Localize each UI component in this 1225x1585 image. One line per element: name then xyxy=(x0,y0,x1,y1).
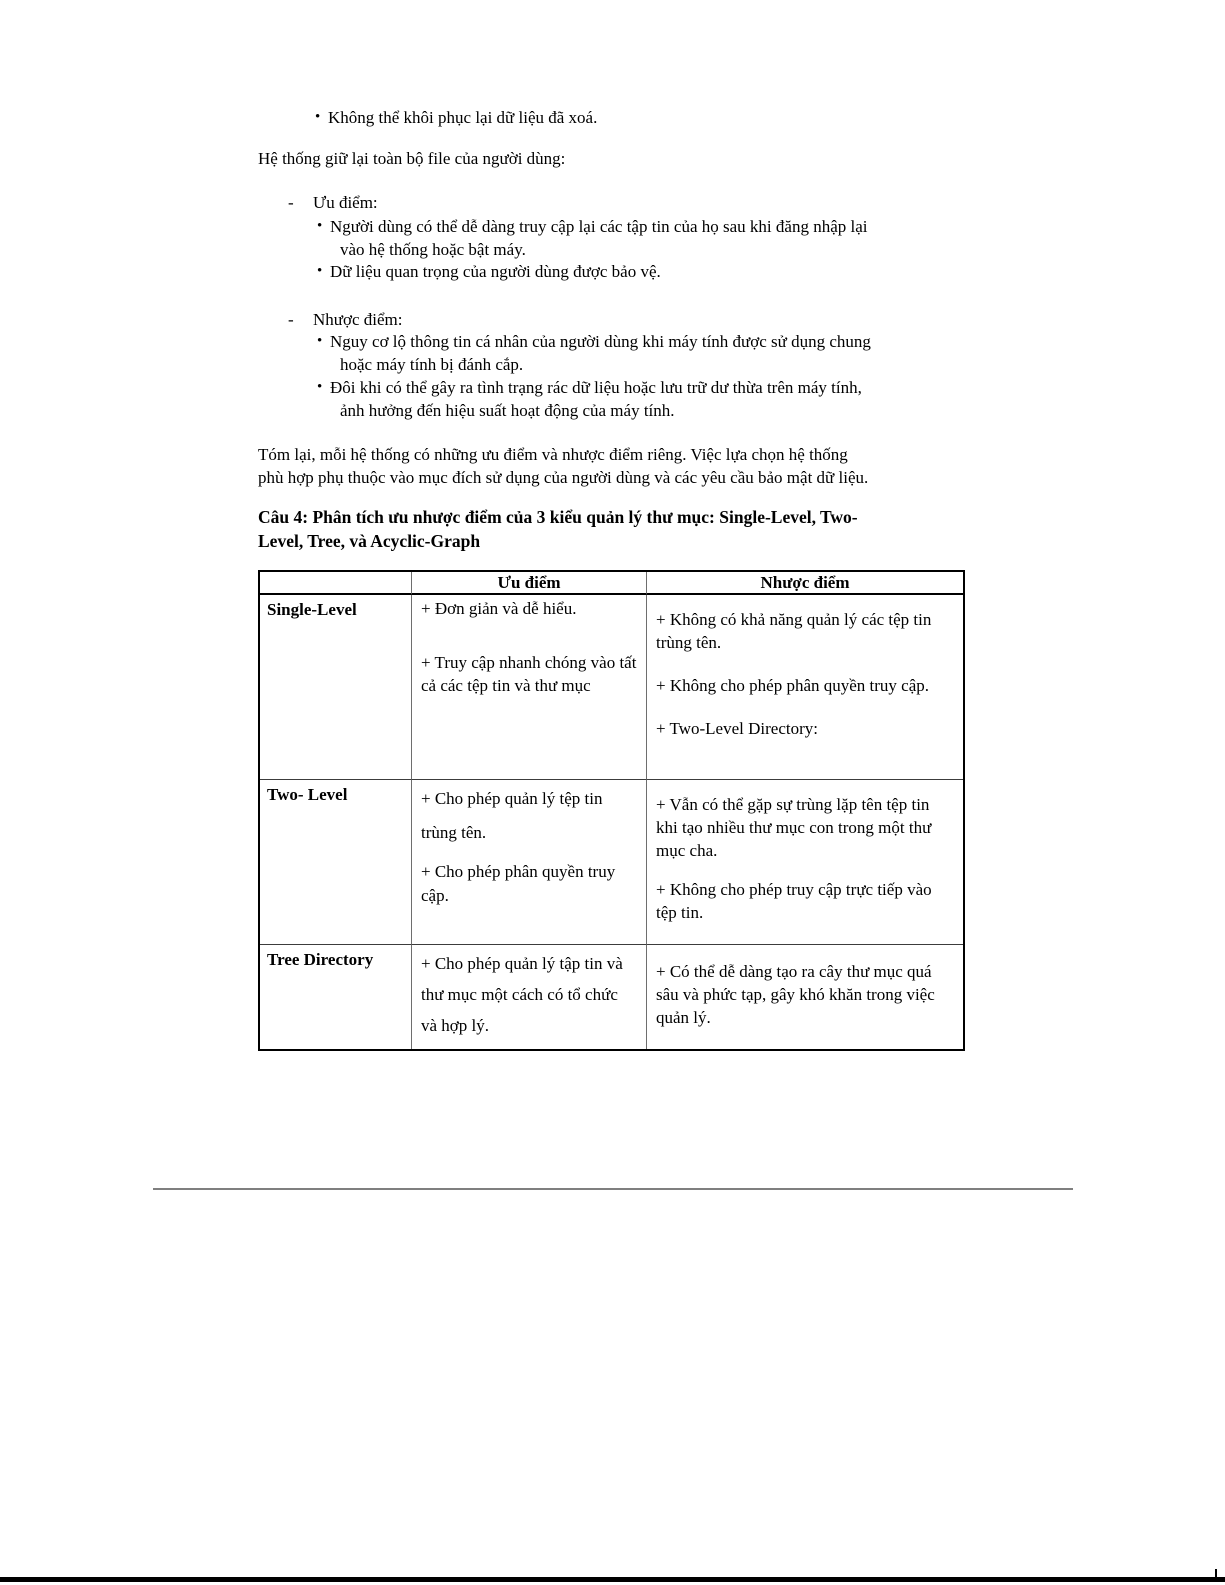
table-cell-tree-pros xyxy=(412,945,647,1049)
heading-line: Câu 4: Phân tích ưu nhược điểm của 3 kiểu quản lý thư mục: Single-Level, Two- xyxy=(258,507,858,527)
bullet-icon: • xyxy=(317,379,323,395)
pros-item: + Cho phép quản lý tập tin và thư mục một cách có tổ chức và hợp lý. xyxy=(421,954,623,1035)
table-row-name-tree-directory: Tree Directory xyxy=(260,945,412,1049)
pros-item: + Cho phép phân quyền truy cập. xyxy=(421,862,616,905)
page-break-bar xyxy=(0,1577,1225,1582)
cons-label: Nhược điểm: xyxy=(313,310,403,329)
cons-item: + Two-Level Directory: xyxy=(656,719,818,738)
bullet-line: Nguy cơ lộ thông tin cá nhân của người dùng khi máy tính được sử dụng chung xyxy=(330,332,871,351)
horizontal-divider xyxy=(153,1188,1073,1190)
summary-line: Tóm lại, mỗi hệ thống có những ưu điểm và nhược điểm riêng. Việc lựa chọn hệ thống xyxy=(258,445,848,464)
summary-line: phù hợp phụ thuộc vào mục đích sử dụng của người dùng và các yêu cầu bảo mật dữ liệu. xyxy=(258,468,869,487)
bullet-line: Người dùng có thể dễ dàng truy cập lại các tập tin của họ sau khi đăng nhập lại xyxy=(330,217,868,236)
bullet-item-con-2 xyxy=(317,376,862,422)
pros-item: + Truy cập nhanh chóng vào tất cả các tệp tin và thư mục xyxy=(421,653,637,695)
bullet-icon: • xyxy=(317,333,323,349)
cons-item: + Có thể dễ dàng tạo ra cây thư mục quá sâu và phức tạp, gây khó khăn trong việc quản lý. xyxy=(656,962,935,1027)
bullet-item-no-restore xyxy=(315,106,597,129)
bullet-line: Đôi khi có thể gây ra tình trạng rác dữ liệu hoặc lưu trữ dư thừa trên máy tính, xyxy=(330,378,862,397)
bullet-line: Dữ liệu quan trọng của người dùng được bảo vệ. xyxy=(330,262,661,281)
pros-item: + Đơn giản và dễ hiểu. xyxy=(421,599,577,618)
dash-icon: - xyxy=(288,193,294,212)
table-row-name-two-level: Two- Level xyxy=(260,780,412,945)
cons-label-row xyxy=(288,308,403,331)
bullet-line: ảnh hưởng đến hiệu suất hoạt động của máy tính. xyxy=(340,401,675,420)
pros-label-row xyxy=(288,191,378,214)
bullet-line: vào hệ thống hoặc bật máy. xyxy=(340,240,526,259)
bullet-line: hoặc máy tính bị đánh cắp. xyxy=(340,355,524,374)
bullet-item-pro-1 xyxy=(317,215,867,261)
bullet-text xyxy=(330,215,867,261)
table-cell-single-level-pros xyxy=(412,595,647,780)
bullet-text xyxy=(330,260,661,283)
question-4-heading xyxy=(258,505,858,553)
bullet-text xyxy=(330,330,871,376)
cons-item: + Không cho phép truy cập trực tiếp vào tệp tin. xyxy=(656,880,932,922)
summary-paragraph xyxy=(258,443,868,489)
table-header-cons: Nhược điểm xyxy=(647,572,963,595)
table-row-name-single-level: Single-Level xyxy=(260,595,412,780)
table-cell-tree-cons xyxy=(647,945,963,1049)
bullet-text: Không thể khôi phục lại dữ liệu đã xoá. xyxy=(328,108,598,127)
dash-icon: - xyxy=(288,310,294,329)
table-cell-two-level-pros xyxy=(412,780,647,945)
pros-item: + Cho phép quản lý tệp tin trùng tên. xyxy=(421,789,603,842)
page-break-corner-tick xyxy=(1215,1569,1217,1578)
bullet-icon: • xyxy=(317,263,323,279)
table-cell-single-level-cons xyxy=(647,595,963,780)
table-header-pros: Ưu điểm xyxy=(412,572,647,595)
pros-label: Ưu điểm: xyxy=(313,193,378,212)
paragraph-keep-files: Hệ thống giữ lại toàn bộ file của người dùng: xyxy=(258,149,566,168)
table-cell-two-level-cons xyxy=(647,780,963,945)
cons-item: + Không có khả năng quản lý các tệp tin trùng tên. xyxy=(656,610,932,652)
directory-comparison-table xyxy=(258,570,965,1051)
table-header-empty xyxy=(260,572,412,595)
bullet-icon: • xyxy=(317,218,323,234)
bullet-text xyxy=(330,376,862,422)
cons-item: + Không cho phép phân quyền truy cập. xyxy=(656,676,930,695)
heading-line: Level, Tree, và Acyclic-Graph xyxy=(258,531,481,551)
bullet-item-pro-2 xyxy=(317,260,661,283)
bullet-icon: • xyxy=(315,109,321,125)
bullet-item-con-1 xyxy=(317,330,871,376)
cons-item: + Vẫn có thể gặp sự trùng lặp tên tệp tin khi tạo nhiều thư mục con trong một thư mục cha. xyxy=(656,795,932,860)
